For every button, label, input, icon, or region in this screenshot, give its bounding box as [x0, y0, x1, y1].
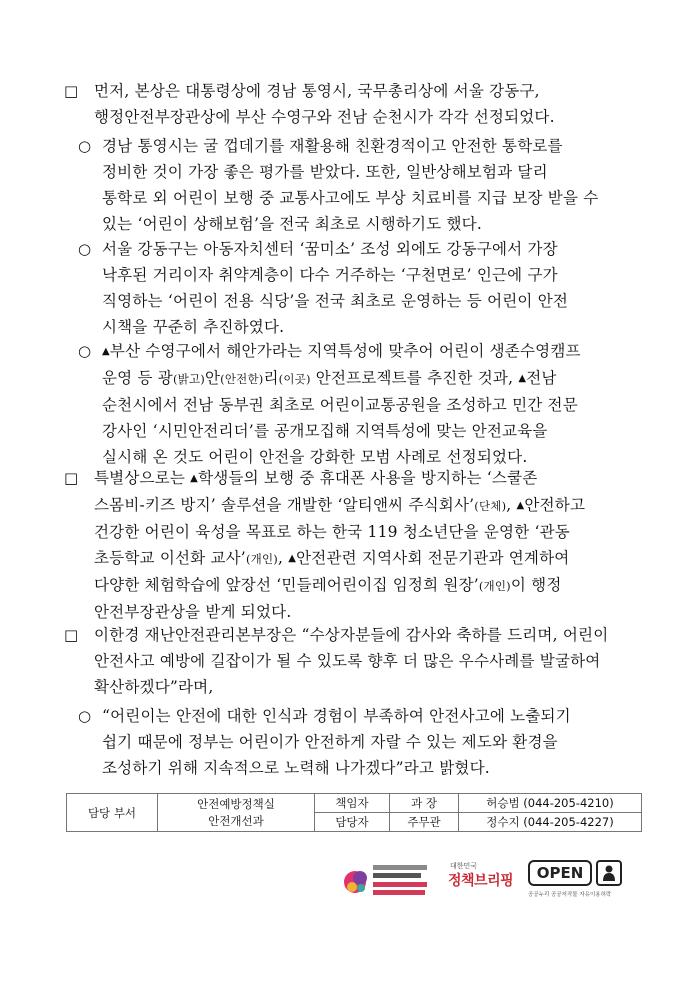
text-line [94, 545, 674, 572]
text-span: 안전관련 지역사회 전문기관과 연계하여 [296, 549, 570, 567]
role-cell: 담당자 [315, 813, 390, 832]
paragraph-gangdong [78, 236, 668, 340]
text-line: 시책을 꾸준히 추진하였다. [102, 318, 285, 336]
paragraph-suyeong-suncheon [78, 338, 668, 470]
text-line [94, 492, 674, 519]
table-row [67, 794, 642, 813]
attribution-icon [596, 860, 622, 886]
logo-main-text: 정책브리핑 [448, 873, 514, 889]
text-span: 안 [204, 369, 221, 387]
triangle-bullet-icon: ▲ [288, 553, 297, 564]
role-cell: 책임자 [315, 794, 390, 813]
text-line: 행정안전부장관상에 부산 수영구와 전남 순천시가 각각 선정되었다. [94, 108, 555, 126]
small-note: (밝고) [172, 372, 205, 386]
text-span: 부산 수영구에서 해안가라는 지역특성에 맞추어 어린이 생존수영캠프 [109, 342, 581, 360]
circle-bullet: ○ [78, 137, 92, 155]
text-line: 서울 강동구는 아동자치센터 ‘꿈미소’ 조성 외에도 강동구에서 가장 [102, 240, 558, 258]
person-icon [598, 862, 620, 884]
small-note: (안전한) [220, 372, 264, 386]
dept-name-line: 안전개선과 [208, 813, 264, 828]
title-cell: 주무관 [390, 813, 459, 832]
text-span: 안전하고 [524, 496, 586, 514]
text-line: 쉽기 때문에 정부는 어린이가 안전하게 자랄 수 있는 제도와 환경을 [102, 733, 558, 751]
square-bullet: □ [64, 626, 79, 644]
triangle-bullet-icon: ▲ [518, 373, 527, 384]
text-span: 리 [263, 369, 279, 387]
small-note: (이곳) [278, 372, 311, 386]
paragraph-award-summary [64, 78, 674, 130]
paragraph-director-quote [64, 622, 674, 700]
text-line [102, 365, 668, 392]
paragraph-quote-continued [78, 703, 668, 781]
paragraph-special-awards [64, 465, 674, 625]
triangle-bullet-icon: ▲ [516, 500, 525, 511]
text-span: 안전프로젝트를 추진한 것과, [310, 369, 519, 387]
text-line [94, 465, 674, 492]
dept-name-cell [158, 794, 315, 832]
text-line: 안전부장관상을 받게 되었다. [94, 603, 292, 621]
text-line: 있는 ‘어린이 상해보험’을 전국 최초로 시행하기도 했다. [102, 215, 482, 233]
square-bullet: □ [64, 469, 79, 487]
inclusive-nation-logo-graphic [343, 862, 429, 902]
text-line: 정비한 것이 가장 좋은 평가를 받았다. 또한, 일반상해보험과 달리 [102, 163, 548, 181]
text-line: 조성하기 위해 지속적으로 노력해 나가겠다”라고 밝혔다. [102, 759, 490, 777]
square-bullet: □ [64, 82, 79, 100]
text-line: 건강한 어린이 육성을 목표로 하는 한국 119 청소년단을 운영한 ‘관동 [94, 523, 570, 541]
text-span: , [277, 549, 289, 567]
text-line: 이한경 재난안전관리본부장은 “수상자분들에 감사와 축하를 드리며, 어린이 [94, 626, 609, 644]
text-span: 전남 [526, 369, 557, 387]
contact-table [66, 793, 642, 832]
text-span: 초등학교 이선화 교사’ [94, 549, 246, 567]
open-badge [528, 860, 592, 886]
text-line: 확산하겠다”라며, [94, 678, 214, 696]
dept-label-cell: 담당 부서 [67, 794, 158, 832]
text-span: 스몸비-키즈 방지’ 솔루션을 개발한 ‘알티앤씨 주식회사’ [94, 496, 475, 514]
person-cell: 허승범 (044-205-4210) [459, 794, 642, 813]
dept-name-line: 안전예방정책실 [197, 796, 275, 811]
text-line: 통학로 외 어린이 보행 중 교통사고에도 부상 치료비를 지급 보장 받을 수 [102, 189, 599, 207]
text-line: 먼저, 본상은 대통령상에 경남 통영시, 국무총리상에 서울 강동구, [94, 82, 540, 100]
inclusive-nation-logo [343, 862, 429, 902]
open-subtext: 공공누리 공공저작물 자유이용허락 [528, 892, 612, 898]
logo-small-text: 대한민국 [450, 862, 478, 870]
text-span: 다양한 체험학습에 앞장선 ‘민들레어린이집 임정희 원장’ [94, 576, 479, 594]
text-line [102, 338, 668, 365]
text-span: 운영 등 광 [102, 369, 173, 387]
triangle-bullet-icon: ▲ [190, 473, 199, 484]
text-line: 안전사고 예방에 길잡이가 될 수 있도록 향후 더 많은 우수사례를 발굴하여 [94, 652, 601, 670]
paragraph-tongyeong [78, 133, 668, 237]
small-note: (개인) [478, 579, 511, 593]
text-line [94, 572, 674, 599]
text-line: 순천시에서 전남 동부권 최초로 어린이교통공원을 조성하고 민간 전문 [102, 396, 578, 414]
small-note: (단체) [474, 499, 507, 513]
text-span: 특별상으로는 [94, 469, 191, 487]
open-license-logo [528, 860, 634, 902]
open-text: OPEN [536, 864, 584, 882]
text-span: , [506, 496, 517, 514]
text-span: 이 행정 [510, 576, 562, 594]
text-line: 강사인 ‘시민안전리더’를 공개모집해 지역특성에 맞는 안전교육을 [102, 422, 548, 440]
circle-bullet: ○ [78, 342, 92, 360]
circle-bullet: ○ [78, 707, 92, 725]
text-line: “어린이는 안전에 대한 인식과 경험이 부족하여 안전사고에 노출되기 [102, 707, 571, 725]
policy-briefing-logo [448, 862, 520, 902]
text-span: 학생들의 보행 중 휴대폰 사용을 방지하는 ‘스쿨존 [198, 469, 538, 487]
person-cell: 정수지 (044-205-4227) [459, 813, 642, 832]
text-line: 실시해 온 것도 어린이 안전을 강화한 모범 사례로 선정되었다. [102, 448, 528, 466]
text-line: 낙후된 거리이자 취약계층이 다수 거주하는 ‘구천면로’ 인근에 구가 [102, 266, 558, 284]
small-note: (개인) [245, 552, 278, 566]
title-cell: 과 장 [390, 794, 459, 813]
triangle-bullet-icon: ▲ [102, 346, 110, 357]
text-line: 경남 통영시는 굴 껍데기를 재활용해 친환경적이고 안전한 통학로를 [102, 137, 563, 155]
text-line: 직영하는 ‘어린이 전용 식당’을 전국 최초로 운영하는 등 어린이 안전 [102, 292, 569, 310]
circle-bullet: ○ [78, 240, 92, 258]
